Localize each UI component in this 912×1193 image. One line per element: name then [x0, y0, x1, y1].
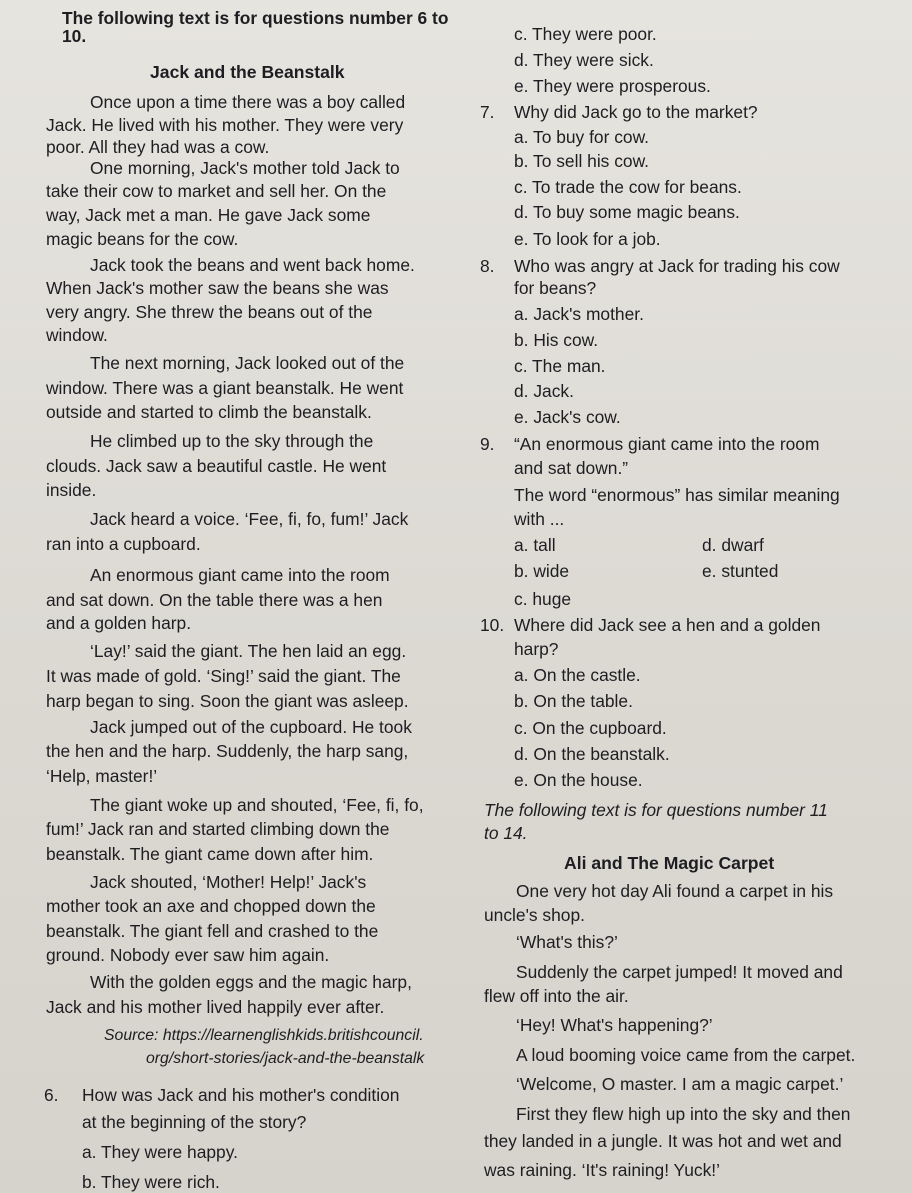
intro-line-1: The following text is for questions number 6 to: [62, 8, 449, 28]
story2-line: A loud booming voice came from the carpet.: [516, 1045, 856, 1065]
story-line: the hen and the harp. Suddenly, the harp sang,: [46, 741, 409, 761]
question-9-text: The word “enormous” has similar meaning: [514, 485, 840, 505]
q6-option-d: d. They were sick.: [514, 50, 654, 70]
story-line: With the golden eggs and the magic harp,: [90, 972, 412, 992]
story2-line: First they flew high up into the sky and then: [516, 1104, 851, 1124]
story-line: beanstalk. The giant came down after him.: [46, 844, 374, 864]
q7-option-c: c. To trade the cow for beans.: [514, 177, 742, 197]
q10-option-c: c. On the cupboard.: [514, 718, 667, 738]
story-line: window. There was a giant beanstalk. He went: [46, 378, 404, 398]
story-line: mother took an axe and chopped down the: [46, 896, 376, 916]
q9-option-a: a. tall: [514, 535, 556, 555]
story-line: ‘Lay!’ said the giant. The hen laid an egg.: [90, 641, 407, 661]
story2-line: ‘Hey! What's happening?’: [516, 1015, 713, 1035]
q8-option-b: b. His cow.: [514, 330, 599, 350]
question-7-number: 7.: [480, 102, 495, 122]
story-line: fum!’ Jack ran and started climbing down the: [46, 819, 390, 839]
story-line: When Jack's mother saw the beans she was: [46, 278, 389, 298]
question-8-text: for beans?: [514, 278, 597, 298]
story-line: beanstalk. The giant fell and crashed to the: [46, 921, 379, 941]
q6-option-a: a. They were happy.: [82, 1142, 238, 1162]
question-9-text: and sat down.”: [514, 458, 629, 478]
story-line: Jack heard a voice. ‘Fee, fi, fo, fum!’ Jack: [90, 509, 409, 529]
q10-option-d: d. On the beanstalk.: [514, 744, 670, 764]
q9-option-e: e. stunted: [702, 561, 779, 581]
story-line: take their cow to market and sell her. On the: [46, 181, 387, 201]
story-line: inside.: [46, 480, 97, 500]
question-9-text: with ...: [514, 509, 565, 529]
story2-line: was raining. ‘It's raining! Yuck!’: [484, 1160, 720, 1180]
intro2-line-1: The following text is for questions number 11: [484, 800, 828, 820]
story-line: and a golden harp.: [46, 613, 192, 633]
q6-option-e: e. They were prosperous.: [514, 76, 711, 96]
q8-option-a: a. Jack's mother.: [514, 304, 644, 324]
q7-option-e: e. To look for a job.: [514, 229, 661, 249]
story-line: window.: [46, 325, 108, 345]
question-8-number: 8.: [480, 256, 495, 276]
question-7-text: Why did Jack go to the market?: [514, 102, 758, 122]
q7-option-b: b. To sell his cow.: [514, 151, 650, 171]
question-9-text: “An enormous giant came into the room: [514, 434, 820, 454]
story-line: The next morning, Jack looked out of the: [90, 353, 405, 373]
source-line-2: org/short-stories/jack-and-the-beanstalk: [146, 1050, 425, 1067]
story-line: Jack and his mother lived happily ever after.: [46, 997, 385, 1017]
q10-option-b: b. On the table.: [514, 691, 633, 711]
story-line: The giant woke up and shouted, ‘Fee, fi, fo,: [90, 795, 424, 815]
story-line: ran into a cupboard.: [46, 534, 201, 554]
q8-option-e: e. Jack's cow.: [514, 407, 621, 427]
q10-option-e: e. On the house.: [514, 770, 643, 790]
story2-line: flew off into the air.: [484, 986, 629, 1006]
story-line: harp began to sing. Soon the giant was asleep.: [46, 691, 409, 711]
story-line: It was made of gold. ‘Sing!’ said the giant. The: [46, 666, 401, 686]
question-6-number: 6.: [44, 1085, 59, 1105]
question-10-text: harp?: [514, 639, 559, 659]
story2-line: they landed in a jungle. It was hot and wet and: [484, 1131, 842, 1151]
story2-line: uncle's shop.: [484, 905, 585, 925]
q7-option-a: a. To buy for cow.: [514, 127, 650, 147]
story2-line: ‘What's this?’: [516, 932, 618, 952]
q10-option-a: a. On the castle.: [514, 665, 641, 685]
story-line: way, Jack met a man. He gave Jack some: [46, 205, 371, 225]
story-line: Jack shouted, ‘Mother! Help!’ Jack's: [90, 872, 367, 892]
question-10-number: 10.: [480, 615, 505, 635]
question-6-text: at the beginning of the story?: [82, 1112, 307, 1132]
q9-option-d: d. dwarf: [702, 535, 764, 555]
story-line: poor. All they had was a cow.: [46, 137, 270, 157]
q8-option-d: d. Jack.: [514, 381, 574, 401]
story-line: Jack took the beans and went back home.: [90, 255, 415, 275]
story-line: and sat down. On the table there was a hen: [46, 590, 383, 610]
story2-line: Suddenly the carpet jumped! It moved and: [516, 962, 843, 982]
q8-option-c: c. The man.: [514, 356, 606, 376]
intro-line-2: 10.: [62, 26, 87, 46]
story2-line: ‘Welcome, O master. I am a magic carpet.’: [516, 1074, 844, 1094]
story-line: ‘Help, master!’: [46, 766, 158, 786]
story-line: Jack jumped out of the cupboard. He took: [90, 717, 412, 737]
q9-option-b: b. wide: [514, 561, 570, 581]
story-line: Jack. He lived with his mother. They were very: [46, 115, 404, 135]
q6-option-b: b. They were rich.: [82, 1172, 220, 1192]
story-line: One morning, Jack's mother told Jack to: [90, 158, 400, 178]
story-line: An enormous giant came into the room: [90, 565, 390, 585]
story-line: He climbed up to the sky through the: [90, 431, 374, 451]
intro2-line-2: to 14.: [484, 823, 528, 843]
story2-line: One very hot day Ali found a carpet in his: [516, 881, 834, 901]
source-line-1: Source: https://learnenglishkids.britishcouncil.: [104, 1027, 424, 1044]
question-9-number: 9.: [480, 434, 495, 454]
story-line: outside and started to climb the beanstalk.: [46, 402, 372, 422]
story-line: ground. Nobody ever saw him again.: [46, 945, 330, 965]
q6-option-c: c. They were poor.: [514, 24, 657, 44]
question-6-text: How was Jack and his mother's condition: [82, 1085, 400, 1105]
question-8-text: Who was angry at Jack for trading his cow: [514, 256, 840, 276]
story-title-ali: Ali and The Magic Carpet: [564, 853, 775, 873]
question-10-text: Where did Jack see a hen and a golden: [514, 615, 821, 635]
story-line: magic beans for the cow.: [46, 229, 239, 249]
story-line: very angry. She threw the beans out of the: [46, 302, 373, 322]
story-title-jack: Jack and the Beanstalk: [150, 62, 345, 82]
q9-option-c: c. huge: [514, 589, 572, 609]
story-line: clouds. Jack saw a beautiful castle. He went: [46, 456, 387, 476]
story-line: Once upon a time there was a boy called: [90, 92, 406, 112]
q7-option-d: d. To buy some magic beans.: [514, 202, 740, 222]
